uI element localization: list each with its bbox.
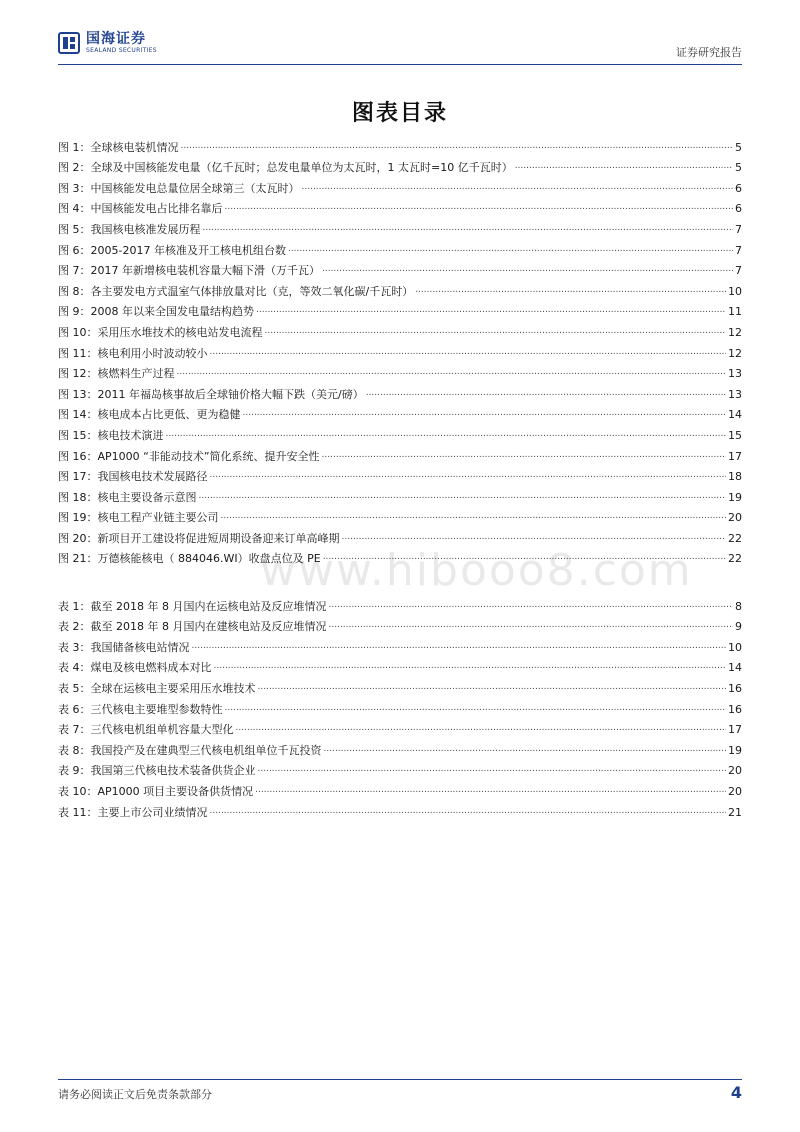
toc-entry-page: 6 bbox=[735, 202, 742, 216]
toc-entry-label: 图 11：核电利用小时波动较小 bbox=[58, 346, 208, 360]
page-header bbox=[58, 32, 742, 64]
toc-entry[interactable] bbox=[58, 236, 742, 257]
toc-entry-page: 20 bbox=[728, 511, 742, 525]
brand-name-en: SEALAND SECURITIES bbox=[86, 47, 157, 54]
toc-leader-dots bbox=[210, 347, 727, 357]
toc-entry-label: 图 13：2011 年福岛核事故后全球铀价格大幅下跌（美元/磅） bbox=[58, 387, 364, 401]
toc-entry-label: 图 21：万德核能核电（ 884046.WI）收盘点位及 PE bbox=[58, 552, 321, 566]
toc-entry-label: 图 18：核电主要设备示意图 bbox=[58, 490, 197, 504]
toc-entry-page: 22 bbox=[728, 531, 742, 545]
toc-entry[interactable] bbox=[58, 174, 742, 195]
page-number: 4 bbox=[730, 1083, 742, 1102]
toc-entry-label: 图 3：中国核能发电总量位居全球第三（太瓦时） bbox=[58, 181, 300, 195]
toc-leader-dots bbox=[210, 806, 727, 816]
toc-leader-dots bbox=[302, 182, 734, 192]
toc-entry-page: 6 bbox=[735, 181, 742, 195]
toc-entry-page: 14 bbox=[728, 661, 742, 675]
toc-leader-dots bbox=[255, 785, 726, 795]
toc-leader-dots bbox=[214, 661, 727, 671]
toc-entry-page: 20 bbox=[728, 764, 742, 778]
toc-entry-page: 13 bbox=[728, 367, 742, 381]
toc-leader-dots bbox=[322, 450, 726, 460]
toc-leader-dots bbox=[415, 285, 726, 295]
toc-entry[interactable] bbox=[58, 633, 742, 654]
toc-entry-label: 图 9：2008 年以来全国发电量结构趋势 bbox=[58, 305, 254, 319]
toc-entry-label: 图 4：中国核能发电占比排名靠后 bbox=[58, 202, 223, 216]
toc-entry[interactable] bbox=[58, 195, 742, 216]
toc-entry-label: 表 11：主要上市公司业绩情况 bbox=[58, 805, 208, 819]
toc-entry-label: 表 8：我国投产及在建典型三代核电机组单位千瓦投资 bbox=[58, 743, 322, 757]
toc-entry[interactable] bbox=[58, 154, 742, 175]
toc-entry-page: 10 bbox=[728, 284, 742, 298]
toc-leader-dots bbox=[328, 620, 733, 630]
table-list bbox=[58, 592, 742, 819]
toc-entry-label: 图 20：新项目开工建设将促进短周期设备迎来订单高峰期 bbox=[58, 531, 340, 545]
toc-leader-dots bbox=[225, 703, 727, 713]
toc-leader-dots bbox=[328, 600, 733, 610]
toc-entry[interactable] bbox=[58, 483, 742, 504]
toc-entry[interactable] bbox=[58, 277, 742, 298]
toc-entry-label: 表 6：三代核电主要堆型参数特性 bbox=[58, 702, 223, 716]
toc-entry[interactable] bbox=[58, 442, 742, 463]
toc-leader-dots bbox=[258, 682, 727, 692]
toc-entry-page: 9 bbox=[735, 620, 742, 634]
toc-entry-label: 表 1：截至 2018 年 8 月国内在运核电站及反应堆情况 bbox=[58, 599, 327, 613]
toc-leader-dots bbox=[258, 764, 727, 774]
toc-entry[interactable] bbox=[58, 757, 742, 778]
toc-entry-page: 7 bbox=[735, 243, 742, 257]
sealand-logo-icon bbox=[58, 32, 80, 54]
toc-entry[interactable] bbox=[58, 777, 742, 798]
toc-entry-page: 10 bbox=[728, 640, 742, 654]
toc-entry-page: 17 bbox=[728, 449, 742, 463]
toc-entry[interactable] bbox=[58, 654, 742, 675]
toc-entry-page: 20 bbox=[728, 784, 742, 798]
toc-entry-page: 17 bbox=[728, 723, 742, 737]
brand-name-cn: 国海证券 bbox=[86, 31, 146, 47]
toc-entry-page: 11 bbox=[728, 305, 742, 319]
toc-entry-label: 图 14：核电成本占比更低、更为稳健 bbox=[58, 408, 241, 422]
toc-entry-page: 18 bbox=[728, 470, 742, 484]
page-title: 图表目录 bbox=[351, 101, 448, 126]
figure-list bbox=[58, 133, 742, 565]
toc-entry[interactable] bbox=[58, 798, 742, 819]
toc-leader-dots bbox=[265, 326, 727, 336]
toc-leader-dots bbox=[323, 552, 726, 562]
toc-leader-dots bbox=[288, 244, 733, 254]
watermark: www.hibooo8.com bbox=[260, 545, 693, 596]
toc-entry-label: 图 15：核电技术演进 bbox=[58, 428, 164, 442]
toc-entry[interactable] bbox=[58, 215, 742, 236]
toc-entry[interactable] bbox=[58, 257, 742, 278]
toc-entry[interactable] bbox=[58, 339, 742, 360]
toc-entry[interactable] bbox=[58, 360, 742, 381]
toc-entry-page: 12 bbox=[728, 346, 742, 360]
toc-leader-dots bbox=[221, 511, 727, 521]
toc-leader-dots bbox=[342, 532, 727, 542]
toc-entry-label: 表 10：AP1000 项目主要设备供货情况 bbox=[58, 784, 254, 798]
toc-leader-dots bbox=[203, 223, 734, 233]
toc-entry[interactable] bbox=[58, 613, 742, 634]
toc-entry-label: 表 9：我国第三代核电技术装备供货企业 bbox=[58, 764, 256, 778]
toc-entry-page: 14 bbox=[728, 408, 742, 422]
toc-leader-dots bbox=[192, 641, 727, 651]
toc-entry-label: 图 17：我国核电技术发展路径 bbox=[58, 470, 208, 484]
toc-entry-page: 8 bbox=[735, 599, 742, 613]
toc-entry-page: 15 bbox=[728, 428, 742, 442]
toc-leader-dots bbox=[181, 141, 734, 151]
brand-logo bbox=[58, 32, 157, 54]
toc-entry-page: 7 bbox=[735, 222, 742, 236]
toc-entry-page: 5 bbox=[735, 161, 742, 175]
toc-leader-dots bbox=[243, 408, 727, 418]
toc-entry-label: 表 2：截至 2018 年 8 月国内在建核电站及反应堆情况 bbox=[58, 620, 327, 634]
toc-leader-dots bbox=[210, 470, 727, 480]
toc-entry-label: 图 19：核电工程产业链主要公司 bbox=[58, 511, 219, 525]
toc-leader-dots bbox=[324, 744, 727, 754]
toc-entry[interactable] bbox=[58, 695, 742, 716]
toc-entry-label: 表 7：三代核电机组单机容量大型化 bbox=[58, 723, 234, 737]
toc-entry-label: 表 3：我国储备核电站情况 bbox=[58, 640, 190, 654]
toc-entry-label: 图 2：全球及中国核能发电量（亿千瓦时；总发电量单位为太瓦时，1 太瓦时=10 亿千瓦时） bbox=[58, 161, 513, 175]
report-type: 证券研究报告 bbox=[676, 46, 742, 59]
toc-entry[interactable] bbox=[58, 674, 742, 695]
footer-divider bbox=[58, 1079, 742, 1080]
toc-entry-page: 13 bbox=[728, 387, 742, 401]
toc-entry[interactable] bbox=[58, 545, 742, 566]
toc-leader-dots bbox=[225, 202, 734, 212]
toc-leader-dots bbox=[256, 305, 726, 315]
toc-entry-label: 图 12：核燃料生产过程 bbox=[58, 367, 175, 381]
toc-entry-page: 22 bbox=[728, 552, 742, 566]
toc-entry-label: 图 16：AP1000 “非能动技术”简化系统、提升安全性 bbox=[58, 449, 320, 463]
toc-leader-dots bbox=[177, 367, 727, 377]
toc-entry[interactable] bbox=[58, 592, 742, 613]
toc-entry-label: 表 4：煤电及核电燃料成本对比 bbox=[58, 661, 212, 675]
toc-entry[interactable] bbox=[58, 504, 742, 525]
toc-entry[interactable] bbox=[58, 421, 742, 442]
toc-entry[interactable] bbox=[58, 524, 742, 545]
toc-leader-dots bbox=[199, 491, 727, 501]
toc-entry-label: 图 6：2005-2017 年核准及开工核电机组台数 bbox=[58, 243, 286, 257]
toc-entry-page: 19 bbox=[728, 490, 742, 504]
toc-entry-label: 图 1：全球核电装机情况 bbox=[58, 140, 179, 154]
toc-entry-label: 图 10：采用压水堆技术的核电站发电流程 bbox=[58, 325, 263, 339]
toc-entry-label: 图 5：我国核电核准发展历程 bbox=[58, 222, 201, 236]
toc-entry-page: 19 bbox=[728, 743, 742, 757]
toc-entry-page: 5 bbox=[735, 140, 742, 154]
toc-entry[interactable] bbox=[58, 401, 742, 422]
toc-entry-page: 21 bbox=[728, 805, 742, 819]
toc-leader-dots bbox=[322, 264, 733, 274]
footer-disclaimer: 请务必阅读正文后免责条款部分 bbox=[58, 1088, 212, 1101]
toc-entry[interactable] bbox=[58, 736, 742, 757]
toc-entry[interactable] bbox=[58, 298, 742, 319]
toc-entry-label: 图 7：2017 年新增核电装机容量大幅下滑（万千瓦） bbox=[58, 264, 320, 278]
toc-entry[interactable] bbox=[58, 463, 742, 484]
toc-entry-page: 12 bbox=[728, 325, 742, 339]
toc-entry[interactable] bbox=[58, 380, 742, 401]
toc-entry-label: 图 8：各主要发电方式温室气体排放量对比（克，等效二氧化碳/千瓦时） bbox=[58, 284, 414, 298]
toc-entry-page: 16 bbox=[728, 681, 742, 695]
toc-entry-page: 7 bbox=[735, 264, 742, 278]
toc-leader-dots bbox=[236, 723, 727, 733]
toc-entry[interactable] bbox=[58, 133, 742, 154]
toc-leader-dots bbox=[166, 429, 727, 439]
toc-entry[interactable] bbox=[58, 716, 742, 737]
toc-leader-dots bbox=[366, 388, 726, 398]
toc-leader-dots bbox=[515, 161, 733, 171]
toc-entry[interactable] bbox=[58, 318, 742, 339]
header-divider bbox=[58, 64, 742, 65]
toc-entry-label: 表 5：全球在运核电主要采用压水堆技术 bbox=[58, 681, 256, 695]
toc-entry-page: 16 bbox=[728, 702, 742, 716]
